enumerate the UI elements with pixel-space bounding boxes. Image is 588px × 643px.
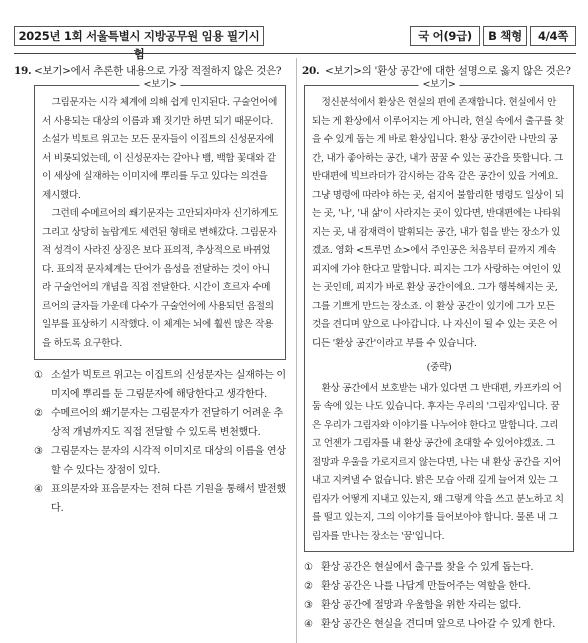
page-number: 4/4쪽 (530, 26, 576, 46)
question-text: <보기>의 '환상 공간'에 대한 설명으로 옳지 않은 것은? (325, 65, 571, 77)
passage-ellipsis: (중략) (426, 362, 452, 373)
subject-label: 국 어(9급) (410, 26, 480, 46)
option-text: 수메르어의 쐐기문자는 그림문자가 전달하기 어려운 추상적 개념까지도 직접 전달할 수 있도록 변천했다. (51, 408, 283, 438)
option-marker: ② (34, 408, 43, 419)
answer-option-4[interactable] (304, 615, 574, 634)
question-number: 20. (302, 65, 320, 77)
question-stem (14, 64, 286, 79)
answer-options (34, 366, 286, 518)
option-text: 소설가 빅토르 위고는 이집트의 신성문자는 실재하는 이미지에 뿌리를 둔 그림문자에 해당한다고 생각한다. (51, 370, 286, 400)
passage-box-label: <보기> (139, 78, 180, 92)
passage-paragraph: 환상 공간에서 보호받는 내가 있다면 그 반대편, 카프카의 어둠 속에 있는 나도 있습니다. 후자는 우리의 '그림자'입니다. 꿈은 우리가 그림자와 이야기를 나누어야 한다고 말합니다. 그리고 언젠가 그림자를 내 환상 공간에 초대할 수 있어야겠죠. 그 절망과 우울을 가로지르지 않는다면, 나는 내 환상 공간을 지어내고 지켜낼 수 없습니다. 밝은 모습 아래 깊게 늘어져 있는 그림자가 어떻게 지내고 있는지, 왜 그렇게 악을 쓰고 분노하고 치를 떨고 있는지, 그의 이야기를 들어보아야 합니다. 물론 내 그림자를 만나는 장소는 '꿈'입니다. (312, 382, 564, 542)
option-marker: ② (304, 581, 313, 592)
exam-title: 2025년 1회 서울특별시 지방공무원 임용 필기시험 (14, 26, 264, 46)
passage-box-label: <보기> (418, 78, 459, 92)
answer-option-1[interactable] (304, 558, 574, 577)
answer-options (304, 558, 574, 634)
option-text: 환상 공간에 절망과 우울함을 위한 자리는 없다. (321, 600, 521, 611)
option-marker: ① (34, 370, 43, 381)
option-marker: ④ (304, 619, 313, 630)
option-text: 환상 공간은 현실에서 출구를 찾을 수 있게 돕는다. (321, 562, 534, 573)
passage-paragraph: 그런데 수메르어의 쐐기문자는 고안되자마자 신기하게도 그리고 상당히 놀랍게도 세련된 형태로 변해갔다. 그림문자적 성격이 사라진 상징은 보다 표의적, 추상적으로 바뀌었다. 표의적 문자체계는 단어가 음성을 전달하는 것이 아니라 구술언어의 개념을 직접 전달한다. 시간이 흐르자 수메르어의 글자들 가운데 다수가 구술언어에 사용되던 음절의 일부를 표상하기 시작했다. 이 체계는 뇌에 훨씬 많은 작용을 하도록 요구한다. (42, 208, 278, 349)
option-marker: ③ (304, 600, 313, 611)
option-text: 환상 공간은 나를 나답게 만들어주는 역할을 한다. (321, 581, 531, 592)
option-text: 환상 공간은 현실을 견디며 앞으로 나아갈 수 있게 한다. (321, 619, 556, 630)
passage-box (304, 79, 574, 552)
column-divider (296, 58, 297, 643)
option-text: 그림문자는 문자의 시각적 이미지로 대상의 이름을 연상할 수 있다는 장점이 있다. (51, 446, 286, 476)
passage-paragraph: 그림문자는 시각 체계에 의해 쉽게 인지된다. 구술언어에서 사용되는 대상의 이름과 꽤 짓기만 하면 되기 때문이다. 소설가 빅토르 위고는 모든 문자들이 이집트의 신성문자에서 비롯되었는데, 이 신성문자는 갈아나 뱀, 백합 꽃대와 같이 세상에 실재하는 이미지에 뿌리를 두고 있다는 의견을 제시했다. (42, 97, 278, 201)
option-text: 표의문자와 표음문자는 전혀 다른 기원을 통해서 발전했다. (51, 484, 286, 514)
answer-option-4[interactable] (34, 480, 286, 518)
answer-option-2[interactable] (304, 577, 574, 596)
passage-box (34, 79, 286, 360)
answer-option-1[interactable] (34, 366, 286, 404)
question-20 (304, 64, 574, 634)
question-19 (14, 64, 286, 518)
exam-header (14, 26, 576, 61)
booklet-type: B 책형 (483, 26, 527, 46)
option-marker: ③ (34, 446, 43, 457)
option-marker: ④ (34, 484, 43, 495)
answer-option-3[interactable] (34, 442, 286, 480)
answer-option-2[interactable] (34, 404, 286, 442)
answer-option-3[interactable] (304, 596, 574, 615)
question-stem (304, 64, 574, 79)
question-text: <보기>에서 추론한 내용으로 가장 적절하지 않은 것은? (34, 65, 282, 77)
option-marker: ① (304, 562, 313, 573)
passage-paragraph: 정신분석에서 환상은 현실의 편에 존재합니다. 현실에서 안 되는 게 환상에서 이루어지는 게 아니라, 현실 속에서 출구를 찾을 수 있게 돕는 게 바로 환상입니다. 환상 공간이란 나만의 공간, 내가 좋아하는 공간, 내가 꿈꿀 수 있는 공간을 뜻합니다. 그 반대편에 빅브라더가 감시하는 감옥 같은 공간이 있을 거예요. 그냥 명령에 따라야 하는 곳, 쉼지어 불합리한 명령도 일상이 되는 곳, '나', '내 삶'이 사라지는 곳이 있다면, 반대편에는 나타워지는 곳, 내 잠재력이 발휘되는 공간, 내가 힘을 받는 장소가 있겠죠. 영화 <트루먼 쇼>에서 주인공은 처음부터 끝까지 계속 피지에 가야 한다고 말합니다. 피지는 그가 사랑하는 여인이 있는 곳인데, 피지가 바로 환상 공간이에요. 그가 행복해지는 곳, 그를 기쁘게 만드는 장소죠. 이 환상 공간이 있기에 그가 모든 것을 견디며 앞으로 나아갑니다. 나 자신이 될 수 있는 곳은 어디든 '환상 공간'이라고 부를 수 있습니다. (312, 97, 564, 349)
header-rule (14, 53, 576, 54)
question-number: 19. (14, 65, 32, 77)
